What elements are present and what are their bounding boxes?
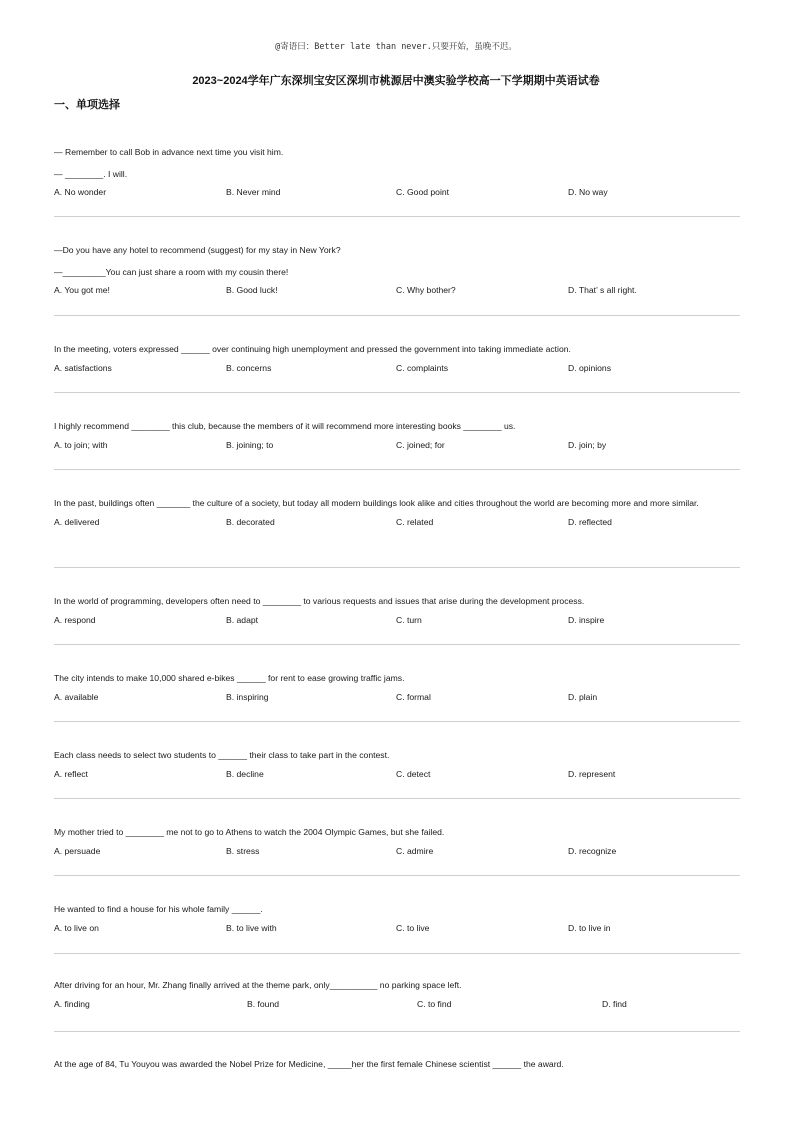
question-stem: — Remember to call Bob in advance next time you visit him.	[54, 147, 284, 157]
option-d[interactable]: D. represent	[568, 768, 616, 779]
question-stem: In the meeting, voters expressed ______ over continuing high unemployment and pressed the government into taking immediate action.	[54, 344, 571, 354]
question-stem: Each class needs to select two students to ______ their class to take part in the contest.	[54, 750, 390, 760]
option-c[interactable]: C. detect	[396, 768, 431, 779]
option-a[interactable]: A. available	[54, 691, 99, 702]
question-stem: In the past, buildings often _______ the culture of a society, but today all modern buildings look alike and cities throughout the world are becoming more and more similar.	[54, 498, 699, 508]
option-row	[54, 440, 740, 456]
option-a[interactable]: A. to join; with	[54, 439, 108, 450]
option-c[interactable]: C. Why bother?	[396, 285, 456, 295]
option-a[interactable]: A. satisfactions	[54, 362, 112, 373]
question-divider	[54, 216, 740, 217]
option-c[interactable]: C. joined; for	[396, 439, 445, 450]
option-b[interactable]: B. inspiring	[226, 691, 269, 702]
question-9	[54, 822, 740, 862]
option-a[interactable]: A. persuade	[54, 845, 101, 856]
question-divider	[54, 721, 740, 722]
option-c[interactable]: C. formal	[396, 691, 431, 702]
option-row	[54, 923, 740, 939]
option-c[interactable]: C. related	[396, 516, 434, 527]
option-c[interactable]: C. to find	[417, 998, 452, 1009]
option-row	[54, 285, 740, 301]
question-7	[54, 668, 740, 708]
question-divider	[54, 953, 740, 954]
question-divider	[54, 469, 740, 470]
question-stem: He wanted to find a house for his whole family ______.	[54, 904, 263, 914]
option-a[interactable]: A. You got me!	[54, 285, 110, 295]
option-d[interactable]: D. find	[602, 998, 627, 1009]
question-2	[54, 240, 740, 301]
question-stem-line: — ________. I will.	[54, 168, 128, 179]
option-d[interactable]: D. plain	[568, 691, 598, 702]
option-a[interactable]: A. reflect	[54, 768, 88, 779]
option-a[interactable]: A. to live on	[54, 922, 99, 933]
question-stem: In the world of programming, developers often need to ________ to various requests and issues that arise during the development process.	[54, 596, 585, 606]
option-d[interactable]: D. opinions	[568, 362, 611, 373]
option-a[interactable]: A. finding	[54, 998, 90, 1009]
question-stem: After driving for an hour, Mr. Zhang finally arrived at the theme park, only__________ no parking space left.	[54, 980, 462, 990]
option-row	[54, 615, 740, 631]
question-stem: —Do you have any hotel to recommend (suggest) for my stay in New York?	[54, 245, 341, 255]
option-row	[54, 363, 740, 379]
option-b[interactable]: B. decline	[226, 768, 264, 779]
question-11	[54, 975, 740, 1015]
question-divider	[54, 392, 740, 393]
option-row	[54, 187, 740, 203]
option-d[interactable]: D. reflected	[568, 516, 612, 527]
question-5	[54, 493, 740, 533]
option-row	[54, 769, 740, 785]
option-a[interactable]: A. No wonder	[54, 187, 107, 197]
option-d[interactable]: D. to live in	[568, 922, 611, 933]
question-3	[54, 339, 740, 379]
question-stem: The city intends to make 10,000 shared e-bikes ______ for rent to ease growing traffic jams.	[54, 673, 405, 683]
option-d[interactable]: D. recognize	[568, 845, 617, 856]
question-divider	[54, 315, 740, 316]
question-4	[54, 416, 740, 456]
option-b[interactable]: B. Never mind	[226, 187, 281, 197]
question-8	[54, 745, 740, 785]
page-title: 2023~2024学年广东深圳宝安区深圳市桃源居中澳实验学校高一下学期期中英语试卷	[192, 75, 600, 87]
question-6	[54, 591, 740, 631]
option-row	[54, 999, 740, 1015]
option-d[interactable]: D. join; by	[568, 439, 607, 450]
question-stem: I highly recommend ________ this club, because the members of it will recommend more interesting books ________ us.	[54, 421, 516, 431]
header-motto: @寄语曰：Better late than never.只要开始，虽晚不迟。	[275, 42, 517, 52]
question-divider	[54, 798, 740, 799]
option-b[interactable]: B. stress	[226, 845, 260, 856]
option-b[interactable]: B. found	[247, 998, 280, 1009]
question-divider	[54, 567, 740, 568]
option-row	[54, 517, 740, 533]
section-heading: 一、单项选择	[54, 99, 120, 111]
option-c[interactable]: C. to live	[396, 922, 430, 933]
question-stem-line: —_________You can just share a room with my cousin there!	[54, 266, 289, 277]
option-b[interactable]: B. decorated	[226, 516, 275, 527]
option-d[interactable]: D. inspire	[568, 614, 605, 625]
question-12	[54, 1054, 740, 1076]
question-divider	[54, 644, 740, 645]
option-b[interactable]: B. adapt	[226, 614, 259, 625]
option-b[interactable]: B. to live with	[226, 922, 277, 933]
option-b[interactable]: B. Good luck!	[226, 285, 278, 295]
option-d[interactable]: D. No way	[568, 187, 608, 197]
option-d[interactable]: D. That’ s all right.	[568, 285, 637, 295]
option-a[interactable]: A. respond	[54, 614, 96, 625]
option-c[interactable]: C. admire	[396, 845, 434, 856]
question-stem: At the age of 84, Tu Youyou was awarded the Nobel Prize for Medicine, _____her the first female Chinese scientist ______ the award.	[54, 1059, 564, 1069]
option-a[interactable]: A. delivered	[54, 516, 100, 527]
option-c[interactable]: C. Good point	[396, 187, 450, 197]
question-stem: My mother tried to ________ me not to go to Athens to watch the 2004 Olympic Games, but she failed.	[54, 827, 445, 837]
option-b[interactable]: B. concerns	[226, 362, 272, 373]
question-10	[54, 899, 740, 939]
question-divider	[54, 875, 740, 876]
option-row	[54, 846, 740, 862]
option-b[interactable]: B. joining; to	[226, 439, 274, 450]
option-c[interactable]: C. complaints	[396, 362, 449, 373]
question-1	[54, 142, 740, 203]
option-row	[54, 692, 740, 708]
question-divider	[54, 1031, 740, 1032]
option-c[interactable]: C. turn	[396, 614, 422, 625]
